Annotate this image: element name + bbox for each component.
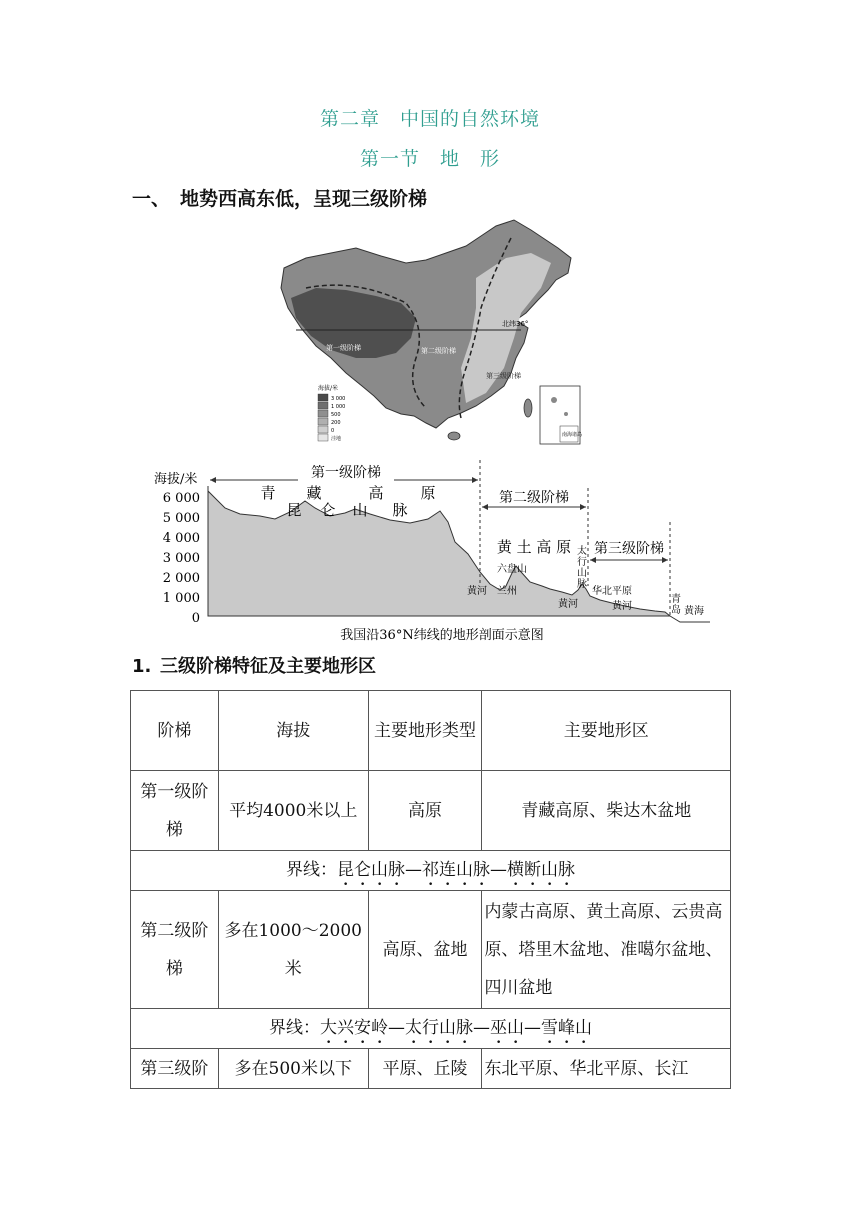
header-cell: 主要地形区	[482, 691, 731, 771]
china-map-svg	[276, 218, 586, 456]
legend-swatch	[318, 434, 328, 441]
y-tick-label: 0	[191, 611, 200, 626]
y-tick-label: 5 000	[162, 511, 200, 526]
qingzang-char: 高	[368, 484, 384, 502]
lanzhou-label: 兰州	[497, 586, 517, 597]
legend-swatch	[318, 394, 328, 401]
header-cell: 主要地形类型	[368, 691, 482, 771]
profile-step1-label: 第一级阶梯	[311, 465, 381, 481]
map-label-step2: 第二级阶梯	[421, 347, 456, 355]
terrain-profile	[150, 456, 715, 646]
y-tick-label: 3 000	[162, 551, 200, 566]
y-tick-label: 4 000	[162, 531, 200, 546]
qingzang-label	[260, 484, 435, 502]
legend-swatch	[318, 402, 328, 409]
table-cell: 第三级阶	[131, 1049, 219, 1089]
boundary-prefix: 界线：	[286, 860, 337, 880]
legend-swatch	[318, 426, 328, 433]
map-legend	[318, 384, 345, 442]
y-tick-label: 1 000	[162, 591, 200, 606]
legend-label: 1 000	[331, 404, 346, 410]
inset-island	[564, 412, 568, 416]
y-tick-label: 6 000	[162, 491, 200, 506]
qingdao-label: 青岛	[671, 594, 681, 616]
table-row	[131, 891, 731, 1009]
table-cell: 多在500米以下	[218, 1049, 368, 1089]
heading-1-number: 一、	[132, 188, 171, 210]
heading-2	[132, 652, 376, 678]
steps-table	[130, 690, 731, 1089]
map-label-step1: 第一级阶梯	[326, 344, 361, 352]
taihang-label: 太行山脉	[577, 546, 587, 590]
table-cell: 多在1000～2000米	[218, 891, 368, 1009]
taiwan-island	[524, 399, 532, 417]
heading-2-number: 1.	[132, 656, 152, 677]
huangtu-label: 黄 土 高 原	[496, 538, 572, 556]
header-cell: 海拔	[218, 691, 368, 771]
legend-label: 200	[331, 420, 341, 426]
huanghai-label: 黄海	[684, 606, 704, 617]
profile-step3-label: 第三级阶梯	[594, 541, 664, 557]
table-row	[131, 1049, 731, 1089]
qingzang-char: 原	[420, 484, 436, 502]
table-row	[131, 771, 731, 851]
table-cell: 高原、盆地	[368, 891, 482, 1009]
legend-title: 海拔/米	[318, 385, 339, 392]
table-cell: 高原	[368, 771, 482, 851]
header-cell: 阶梯	[131, 691, 219, 771]
heading-1	[132, 184, 427, 211]
profile-caption: 我国沿36°N纬线的地形剖面示意图	[340, 628, 544, 643]
qingzang-char: 青	[260, 484, 276, 502]
table-cell: 第二级阶梯	[131, 891, 219, 1009]
profile-yaxis-label: 海拔/米	[154, 472, 198, 487]
legend-swatch	[318, 410, 328, 417]
legend-label: 0	[331, 428, 335, 434]
table-cell: 东北平原、华北平原、长江	[482, 1049, 731, 1089]
kunlun-char: 山	[352, 501, 368, 519]
legend-label: 洼地	[331, 436, 342, 442]
chapter-title: 第二章 中国的自然环境	[319, 108, 540, 130]
boundary-cell	[131, 851, 731, 891]
liupanshan-label: 六盘山	[497, 564, 527, 575]
y-tick-label: 2 000	[162, 571, 200, 586]
map-label-step3: 第三级阶梯	[486, 372, 521, 380]
boundary-cell	[131, 1009, 731, 1049]
table-cell: 平原、丘陵	[368, 1049, 482, 1089]
section-title: 第一节 地 形	[359, 148, 500, 170]
inset-island	[551, 397, 557, 403]
boundary-prefix: 界线：	[269, 1018, 320, 1038]
heading-2-text: 三级阶梯特征及主要地形区	[160, 656, 376, 677]
table-header-row	[131, 691, 731, 771]
huanghe-label-2: 黄河	[558, 599, 578, 610]
hainan-island	[448, 432, 460, 440]
profile-step2-label: 第二级阶梯	[499, 490, 569, 506]
kunlun-char: 脉	[392, 501, 408, 519]
table-cell: 第一级阶梯	[131, 771, 219, 851]
huanghe-label-1: 黄河	[467, 586, 487, 597]
kunlun-char: 仑	[320, 501, 336, 519]
y-tick-labels	[163, 491, 200, 626]
boundary-text: 大兴安岭—太行山脉—巫山—雪峰山	[320, 1018, 592, 1038]
legend-swatches	[318, 394, 345, 442]
map-label-36n: 北纬36°	[502, 320, 529, 328]
boundary-row	[131, 851, 731, 891]
table-cell: 青藏高原、柴达木盆地	[482, 771, 731, 851]
huabei-label: 华北平原	[592, 586, 632, 597]
boundary-row	[131, 1009, 731, 1049]
kunlun-char: 昆	[286, 501, 302, 519]
huanghe-label-3: 黄河	[612, 601, 632, 612]
boundary-text: 昆仑山脉—祁连山脉—横断山脉	[337, 860, 575, 880]
qingzang-char: 藏	[306, 484, 322, 502]
heading-1-text: 地势西高东低，呈现三级阶梯	[180, 188, 428, 210]
legend-swatch	[318, 418, 328, 425]
china-terrain-map	[276, 218, 586, 456]
legend-label: 500	[331, 412, 341, 418]
legend-label: 3 000	[331, 396, 346, 402]
inset-label: 南海诸岛	[562, 432, 583, 438]
terrain-profile-svg	[150, 456, 715, 646]
table-cell: 平均4000米以上	[218, 771, 368, 851]
table-cell: 内蒙古高原、黄土高原、云贵高原、塔里木盆地、准噶尔盆地、四川盆地	[482, 891, 731, 1009]
